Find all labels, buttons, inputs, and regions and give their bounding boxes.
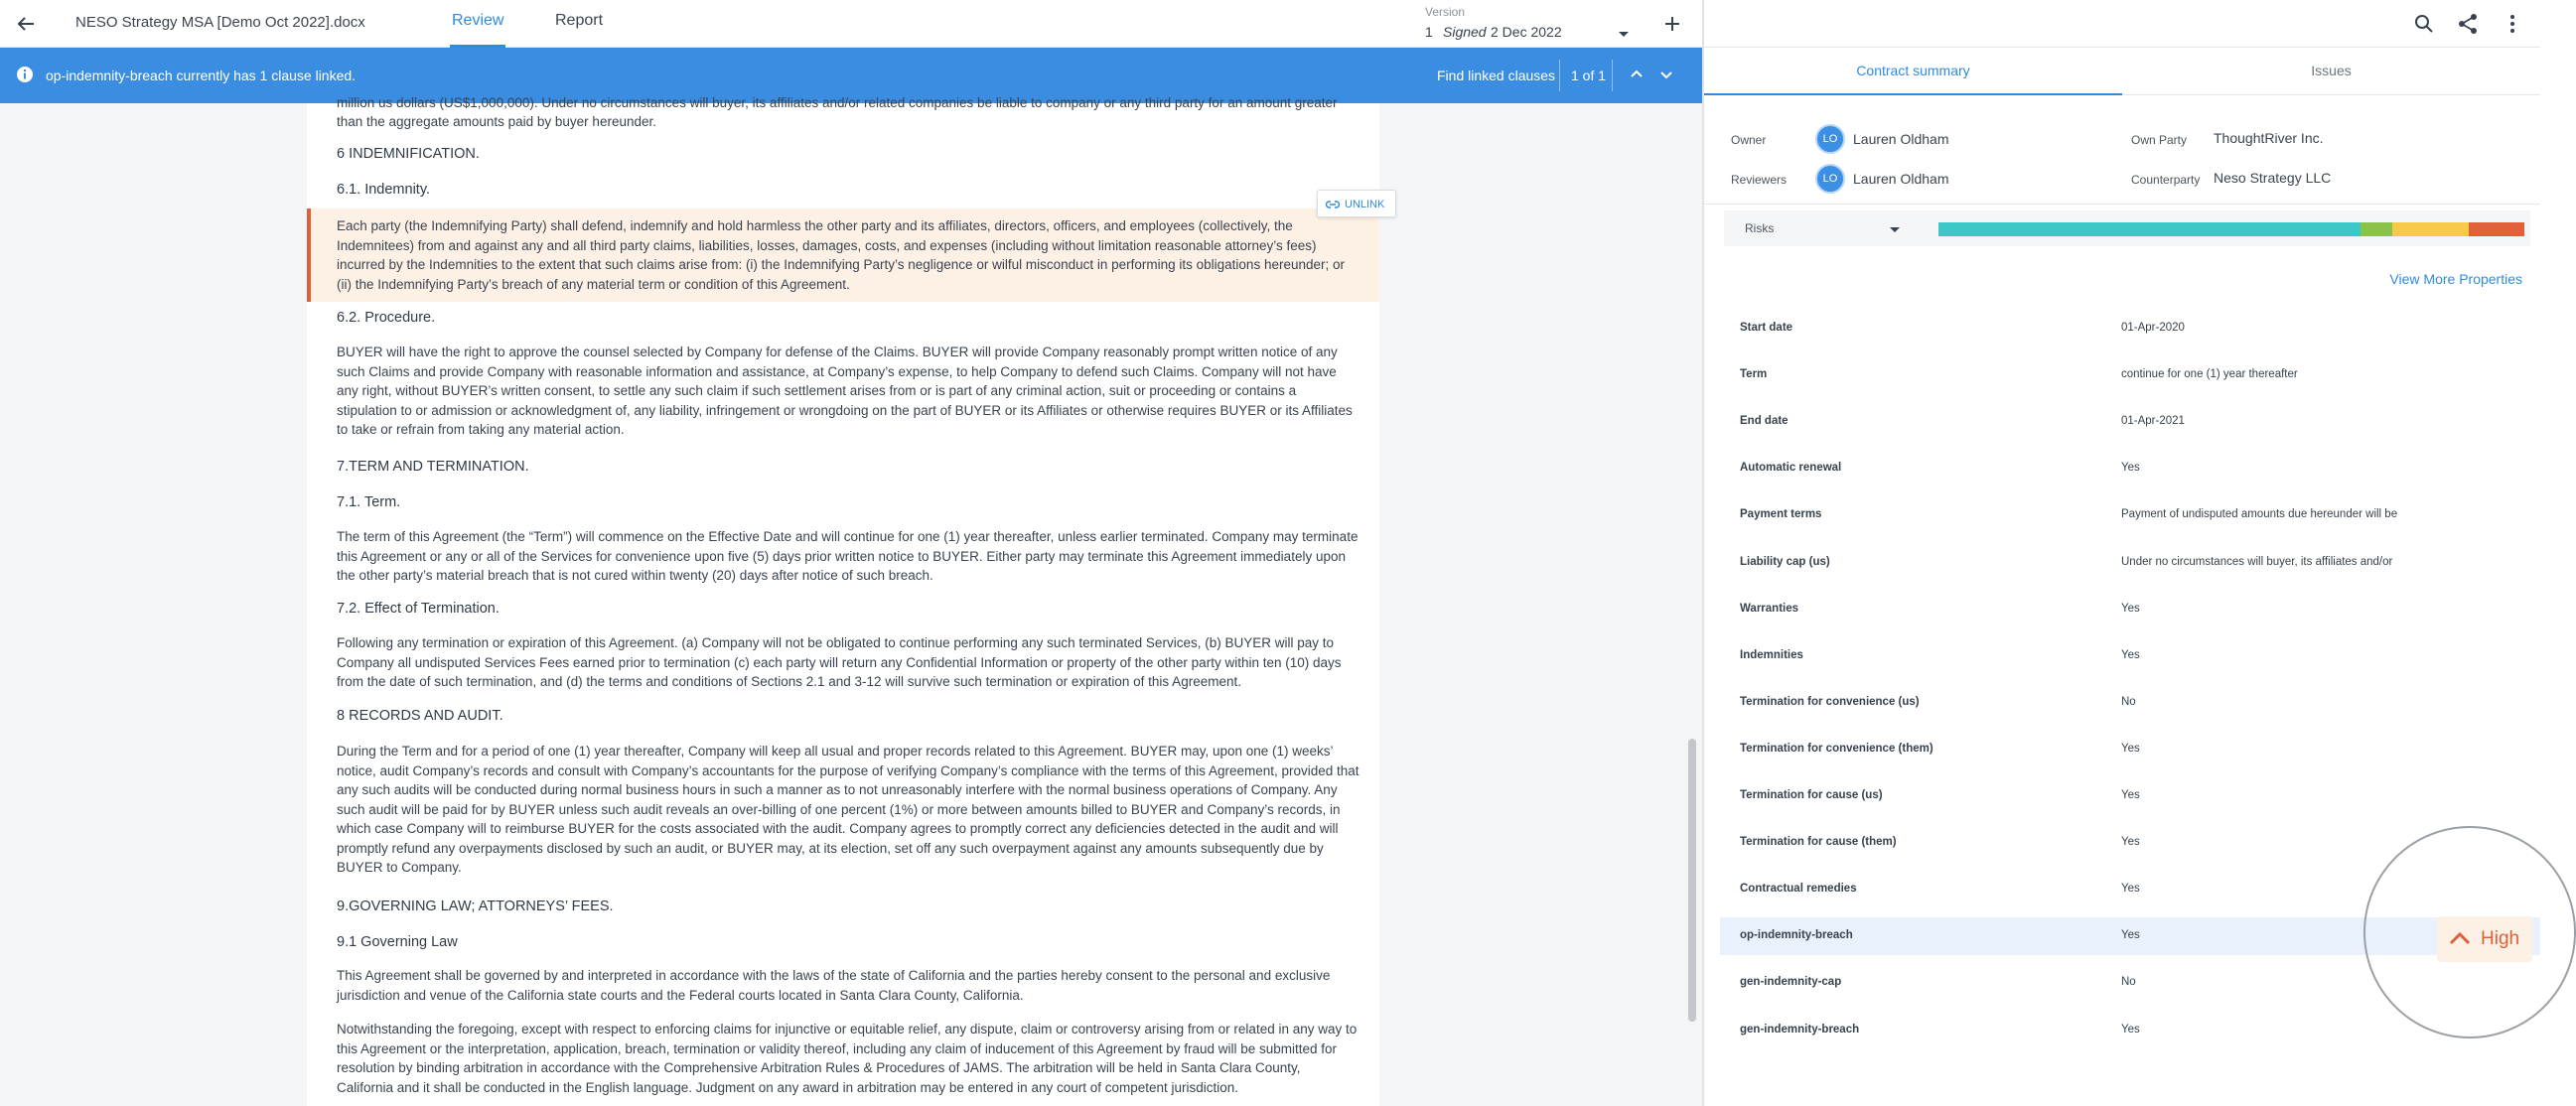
property-value: Yes (2121, 789, 2140, 801)
reviewer-name[interactable]: Lauren Oldham (1853, 171, 1949, 187)
more-options-icon[interactable] (2501, 12, 2524, 36)
reviewers-label: Reviewers (1731, 173, 1788, 187)
document-paragraph: million us dollars (US$1,000,000). Under no circumstances will buyer, its affiliates and/or related companies be liable to company or any third party for an amount greater (337, 95, 1338, 110)
property-row[interactable] (1720, 403, 2540, 441)
property-row[interactable] (1720, 871, 2540, 908)
property-value: No (2121, 696, 2136, 708)
property-value: Yes (2121, 603, 2140, 615)
property-name: Liability cap (us) (1740, 556, 1830, 568)
property-row[interactable] (1720, 544, 2540, 582)
property-value: Yes (2121, 836, 2140, 848)
subsection-heading: 9.1 Governing Law (337, 934, 458, 950)
counterparty-label: Counterparty (2131, 173, 2201, 187)
avatar: LO (1815, 164, 1845, 194)
risks-label: Risks (1745, 221, 1775, 235)
property-name: gen-indemnity-cap (1740, 976, 1842, 988)
property-name: Warranties (1740, 603, 1799, 615)
property-name: End date (1740, 415, 1789, 427)
back-arrow-icon[interactable] (14, 12, 38, 36)
property-value: Yes (2121, 929, 2140, 941)
document-paragraph: During the Term and for a period of one (1) year thereafter, Company will keep all usual and proper records related to this Agreement. BUYER may, upon one (1) weeks’ notice, audit Company’s records and consult with Company’s accountants for the purpose of verifying Company’s compliance with the terms of this Agreement, provided that any such audits will be conducted during normal business hours in such a manner as to not unreasonably interfere with the normal business operations of Company. Any such audit will be paid for by BUYER unless such audit reveals an over-billing of one percent (1%) or more between amounts billed to BUYER and Company’s records, in which case Company will to reimburse BUYER for the costs associated with the audit. Company agrees to promptly correct any deficiencies detected in the audit and will promptly refund any overpayments disclosed by such an audit, or BUYER may, at its election, set off any such overpayment against any amounts subsequently due by BUYER to Company. (337, 744, 1360, 875)
version-number: 1 (1425, 24, 1433, 40)
property-value: Yes (2121, 1024, 2140, 1036)
property-row[interactable] (1720, 917, 2540, 955)
unlink-label: UNLINK (1345, 199, 1385, 210)
document-viewer[interactable] (0, 95, 1702, 1106)
divider (1612, 60, 1613, 91)
subsection-heading: 7.2. Effect of Termination. (337, 601, 500, 617)
property-name: Termination for cause (them) (1740, 836, 1897, 848)
risk-distribution-bar (1938, 222, 2524, 236)
property-value: No (2121, 976, 2136, 988)
severity-badge[interactable] (2437, 916, 2532, 962)
owner-label: Owner (1731, 133, 1767, 147)
contract-parties (1704, 95, 2540, 205)
property-name: gen-indemnity-breach (1740, 1024, 1860, 1036)
document-paragraph: This Agreement shall be governed by and interpreted in accordance with the laws of the state of California and the parties hereby consent to the personal and exclusive jurisdiction and venue of the California state courts and the Federal courts located in Santa Clara County, California. (337, 968, 1331, 1003)
chevron-down-icon[interactable] (1657, 66, 1675, 83)
property-name: op-indemnity-breach (1740, 929, 1853, 941)
document-paragraph: than the aggregate amounts paid by buyer hereunder. (337, 114, 656, 129)
section-heading: 8 RECORDS AND AUDIT. (337, 708, 503, 724)
tab-review[interactable]: Review (450, 12, 505, 48)
find-linked-clauses-button[interactable]: Find linked clauses (1437, 68, 1556, 83)
severity-label: High (2481, 928, 2520, 949)
contract-panel (1704, 0, 2540, 1106)
scrollbar[interactable] (1688, 739, 1696, 1022)
risk-segment-high (2469, 222, 2524, 236)
counterparty-value: Neso Strategy LLC (2214, 170, 2332, 186)
property-value: Yes (2121, 649, 2140, 661)
document-paragraph: The term of this Agreement (the “Term”) will commence on the Effective Date and will continue for one (1) year thereafter, unless earlier terminated. Company may terminate this Agreement or any or all of the Services for convenience upon five (5) days prior written notice to BUYER. Either party may terminate this Agreement immediately upon the other party’s material breach that is not cured within twenty (20) days after notice of such breach. (337, 529, 1359, 583)
own-party-label: Own Party (2131, 133, 2188, 147)
tab-contract-summary[interactable]: Contract summary (1704, 48, 2122, 95)
property-value: Payment of undisputed amounts due hereunder will be (2121, 508, 2398, 520)
top-bar (0, 0, 1702, 48)
avatar: LO (1815, 124, 1845, 154)
property-name: Termination for convenience (us) (1740, 696, 1920, 708)
view-more-properties-link[interactable]: View More Properties (2389, 271, 2522, 287)
risk-segment-none (1938, 222, 2361, 236)
own-party-value: ThoughtRiver Inc. (2214, 130, 2324, 146)
document-paragraph: Notwithstanding the foregoing, except with respect to enforcing claims for injunctive or equitable relief, any dispute, claim or controversy arising from or related in any way to this Agreement or the interpretation, application, breach, termination or validity thereof, including any claim of inducement of this Agreement by fraud will be submitted for resolution by binding arbitration in accordance with the Comprehensive Arbitration Rules & Procedures of JAMS. The arbitration will be held in Santa Clara County, California and it shall be conducted in the English language. Judgment on any award in arbitration may be entered in any court of competent jurisdiction. (337, 1022, 1358, 1095)
chevron-up-icon[interactable] (1628, 66, 1646, 83)
document-title: NESO Strategy MSA [Demo Oct 2022].docx (75, 14, 365, 31)
search-icon[interactable] (2412, 12, 2436, 36)
version-label: Version (1425, 5, 1466, 19)
version-date: 2 Dec 2022 (1491, 24, 1562, 40)
section-heading: 7.TERM AND TERMINATION. (337, 459, 529, 475)
property-name: Start date (1740, 322, 1793, 334)
property-value: Under no circumstances will buyer, its affiliates and/or (2121, 556, 2393, 568)
panel-toolbar (1704, 0, 2540, 48)
property-row[interactable] (1720, 591, 2540, 628)
property-name: Term (1740, 368, 1768, 380)
property-row[interactable] (1720, 450, 2540, 487)
linked-clause-text: Each party (the Indemnifying Party) shall defend, indemnify and hold harmless the other party and its affiliates, directors, officers, and employees (collectively, the Indemnitees) from and against any and all third party claims, liabilities, losses, damages, costs, and expenses (including without limitation reasonable attorney’s fees) incurred by the Indemnities to the extent that such claims arise from: (i) the Indemnifying Party’s negligence or wilful misconduct in performing its obligations hereunder; or (ii) the Indemnifying Party’s breach of any material term or condition of this Agreement. (337, 218, 1345, 292)
version-selector[interactable] (1425, 5, 1629, 45)
risks-summary[interactable] (1724, 210, 2530, 246)
property-value: Yes (2121, 743, 2140, 755)
property-value: 01-Apr-2020 (2121, 322, 2185, 334)
property-row[interactable] (1720, 637, 2540, 675)
risk-segment-medium (2392, 222, 2469, 236)
property-row[interactable] (1720, 684, 2540, 722)
owner-name[interactable]: Lauren Oldham (1853, 131, 1949, 147)
property-value: 01-Apr-2021 (2121, 415, 2185, 427)
property-row[interactable] (1720, 777, 2540, 815)
document-page (307, 95, 1379, 1106)
version-status: Signed (1443, 24, 1487, 40)
panel-tabs (1704, 48, 2540, 95)
property-name: Termination for convenience (them) (1740, 743, 1933, 755)
property-row[interactable] (1720, 310, 2540, 347)
property-row[interactable] (1720, 1012, 2540, 1049)
property-row[interactable] (1720, 356, 2540, 394)
property-value: Yes (2121, 462, 2140, 474)
add-icon[interactable] (1660, 12, 1684, 36)
tab-report[interactable]: Report (555, 12, 604, 29)
banner-message: op-indemnity-breach currently has 1 clause linked. (46, 68, 357, 83)
subsection-heading: 6.2. Procedure. (337, 310, 436, 326)
subsection-heading: 6.1. Indemnity. (337, 182, 431, 198)
property-name: Automatic renewal (1740, 462, 1842, 474)
tab-issues[interactable]: Issues (2311, 63, 2352, 78)
risk-segment-low (2361, 222, 2392, 236)
caret-down-icon[interactable] (1889, 222, 1901, 234)
section-heading: 9.GOVERNING LAW; ATTORNEYS’ FEES. (337, 899, 614, 914)
property-name: Contractual remedies (1740, 883, 1857, 895)
property-name: Payment terms (1740, 508, 1822, 520)
share-icon[interactable] (2456, 12, 2480, 36)
document-paragraph: BUYER will have the right to approve the counsel selected by Company for defense of the Claims. BUYER will provide Company reasonably prompt written notice of any such Claims and provide Company with reasonable information and assistance, at Company’s expense, to help Company to defend such Claims. Company will not have any right, without BUYER’s written consent, to settle any such claim if such settlement arises from or is part of any criminal action, suit or proceeding or contains a stipulation to or admission or acknowledgment of, any liability, infringement or wrongdoing on the part of BUYER or its Affiliates or otherwise requires BUYER or its Affiliates to take or refrain from taking any material action. (337, 345, 1353, 437)
document-paragraph: Following any termination or expiration of this Agreement. (a) Company will not be obligated to continue performing any such terminated Services, (b) BUYER will pay to Company all undisputed Services Fees earned prior to termination (c) each party will return any Confidential Information or property of the other party within ten (10) days from the date of such termination, and (d) the terms and conditions of Sections 2.1 and 3-12 will survive such termination or expiration of this Agreement. (337, 635, 1342, 689)
subsection-heading: 7.1. Term. (337, 494, 401, 510)
section-heading: 6 INDEMNIFICATION. (337, 146, 480, 162)
property-row[interactable] (1720, 731, 2540, 768)
divider (1559, 60, 1560, 91)
property-row[interactable] (1720, 824, 2540, 862)
unlink-button[interactable] (1317, 190, 1396, 217)
info-icon (16, 66, 34, 83)
caret-down-icon[interactable] (1618, 27, 1630, 39)
property-row[interactable] (1720, 496, 2540, 534)
property-value: continue for one (1) year thereafter (2121, 368, 2298, 380)
property-name: Indemnities (1740, 649, 1803, 661)
clause-counter: 1 of 1 (1571, 68, 1607, 83)
property-name: Termination for cause (us) (1740, 789, 1883, 801)
property-row[interactable] (1720, 964, 2540, 1002)
property-value: Yes (2121, 883, 2140, 895)
